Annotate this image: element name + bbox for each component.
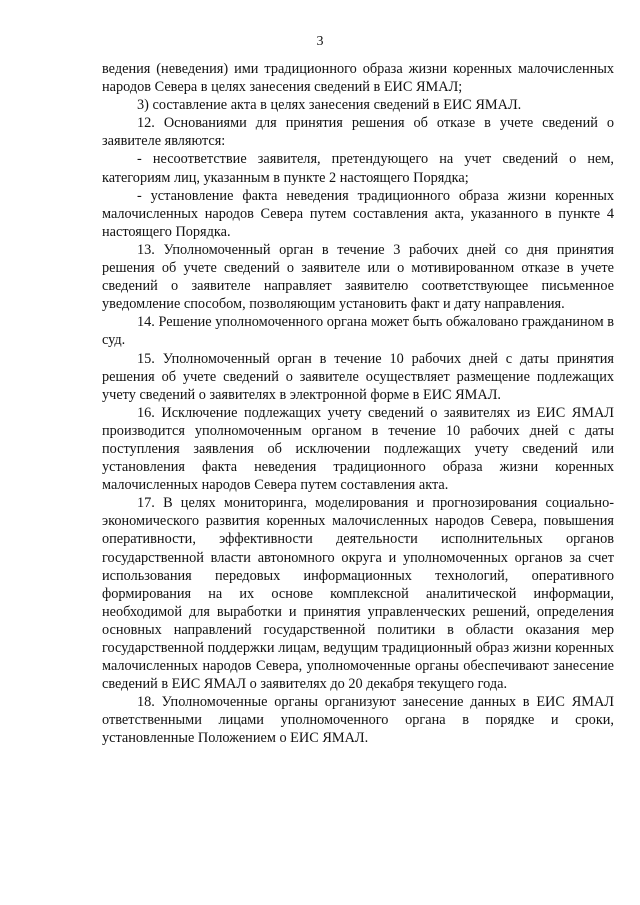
paragraph-13: 13. Уполномоченный орган в течение 3 рабочих дней со дня принятия решения об учете сведений о заявителе или о мотивированном отказе в учете сведений о заявителе направляет заявителю соответствующее письменное уведомление способом, позволяющим установить факт и дату направления. — [102, 241, 614, 313]
paragraph-12-bullet-2: - установление факта неведения традиционного образа жизни коренных малочисленных народов Севера путем составления акта, указанного в пункте 4 настоящего Порядка. — [102, 187, 614, 240]
paragraph-12: 12. Основаниями для принятия решения об отказе в учете сведений о заявителе являются: — [102, 115, 614, 150]
paragraph-12-bullet-1: - несоответствие заявителя, претендующего на учет сведений о нем, категориям лиц, указанным в пункте 2 настоящего Порядка; — [102, 151, 614, 186]
paragraph-16: 16. Исключение подлежащих учету сведений о заявителях из ЕИС ЯМАЛ производится уполномоченным органом в течение 10 рабочих дней с даты поступления заявления об исключении подлежащих учету сведений или установления факта неведения традиционного образа жизни коренных малочисленных народов Севера путем составления акта. — [102, 404, 614, 494]
paragraph-17: 17. В целях мониторинга, моделирования и прогнозирования социально-экономического развития коренных малочисленных народов Севера, повышения оперативности, эффективности деятельности исполнительных органов государственной власти автономного округа и уполномоченных органов за счет использования передовых информационных технологий, оперативного формирования на их основе комплексной аналитической информации, необходимой для выработки и принятия управленческих решений, определения основных направлений государственной политики в области оказания мер государственной поддержки лицам, ведущим традиционный образ жизни коренных малочисленных народов Севера, уполномоченные органы обеспечивают занесение сведений в ЕИС ЯМАЛ о заявителях до 20 декабря текущего года. — [102, 495, 614, 693]
page-number: 3 — [316, 34, 324, 49]
paragraph-continuation: ведения (неведения) ими традиционного образа жизни коренных малочисленных народов Севера в целях занесения сведений в ЕИС ЯМАЛ; — [102, 61, 614, 96]
paragraph-18: 18. Уполномоченные органы организуют занесение данных в ЕИС ЯМАЛ ответственными лицами уполномоченного органа в порядке и сроки, установленные Положением о ЕИС ЯМАЛ. — [102, 694, 614, 747]
document-body — [102, 60, 614, 748]
paragraph-item-3: 3) составление акта в целях занесения сведений в ЕИС ЯМАЛ. — [137, 97, 522, 114]
paragraph-15: 15. Уполномоченный орган в течение 10 рабочих дней с даты принятия решения об учете сведений о заявителе осуществляет размещение подлежащих учету сведений о заявителях в электронной форме в ЕИС ЯМАЛ. — [102, 350, 614, 403]
paragraph-14: 14. Решение уполномоченного органа может быть обжаловано гражданином в суд. — [102, 314, 614, 349]
